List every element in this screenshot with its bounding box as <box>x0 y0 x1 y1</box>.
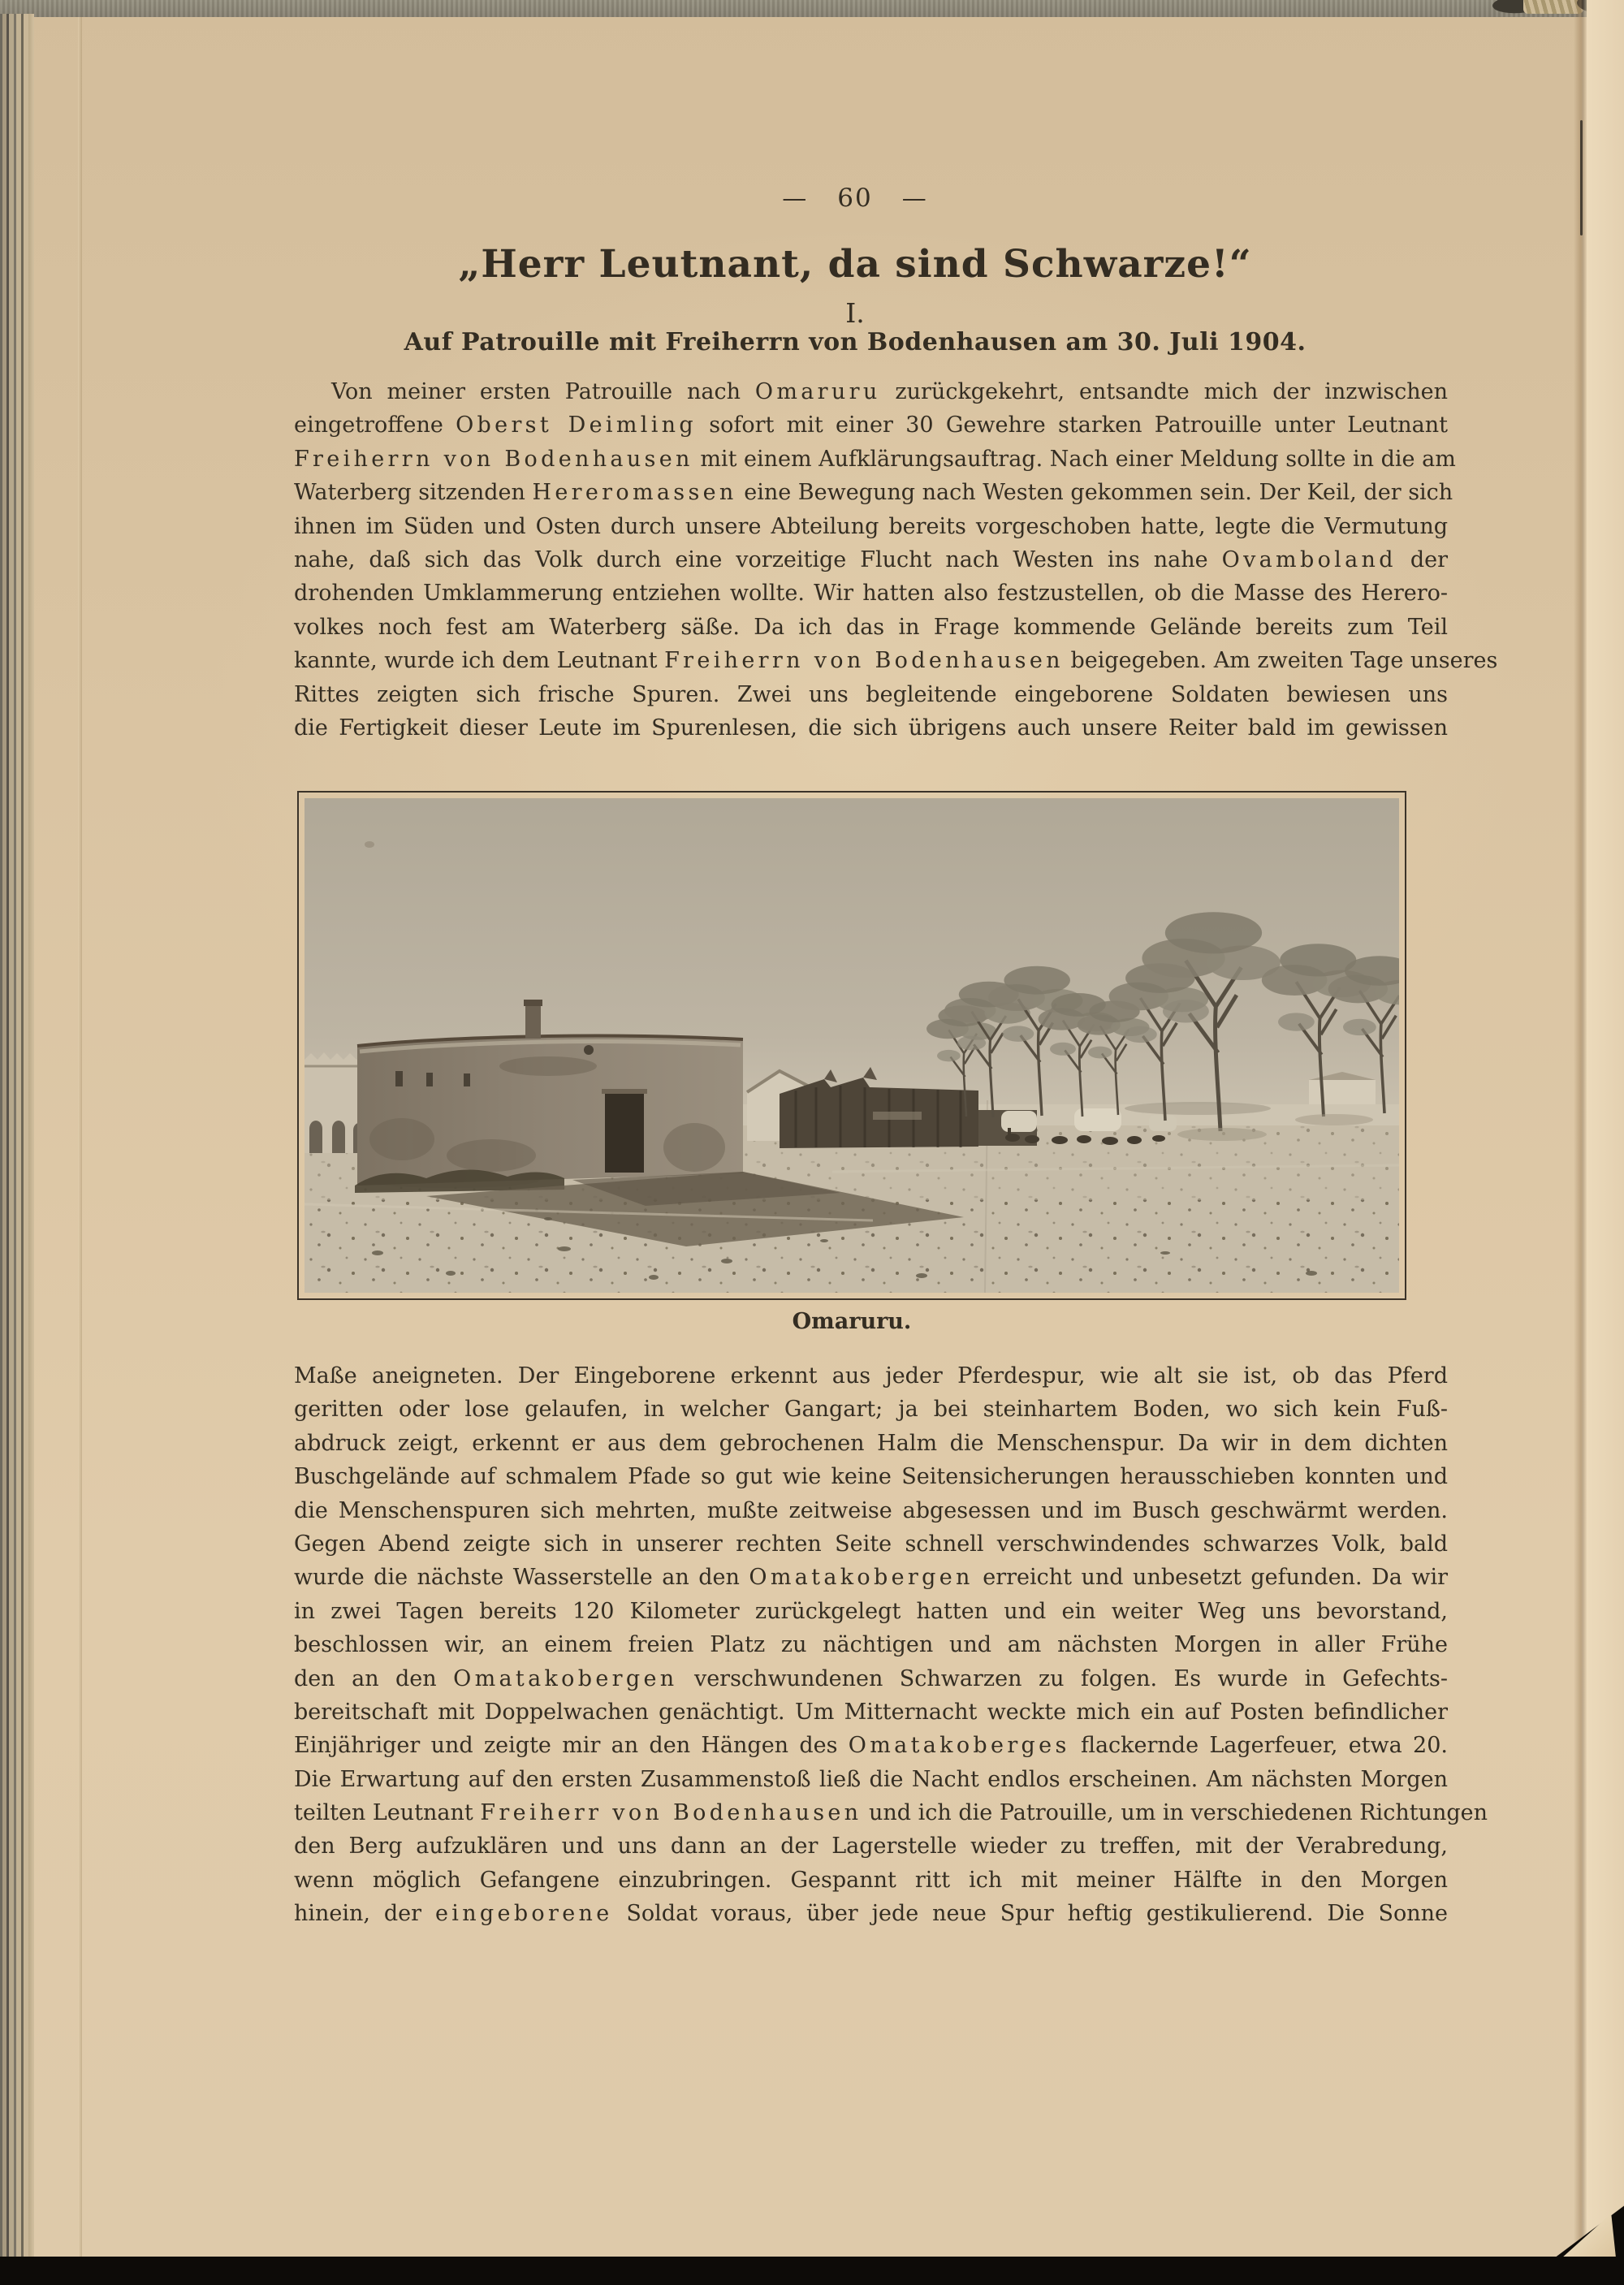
text-line: ihnen im Süden und Osten durch unsere Abteilung bereits vorgeschoben hatte, legte die Vermutung <box>294 513 1448 539</box>
section-subtitle: Auf Patrouille mit Freiherrn von Bodenhausen am 30. Juli 1904. <box>404 328 1307 356</box>
text-line: den Berg aufzuklären und uns dann an der Lagerstelle wieder zu treffen, mit der Verabredung, <box>294 1834 1448 1860</box>
page-edges-left <box>0 14 34 2260</box>
text-line: hinein, der eingeborene Soldat voraus, über jede neue Spur heftig gestikulierend. Die Sonne <box>294 1901 1448 1927</box>
book-binding-top <box>0 0 1624 17</box>
fold-crack-mark <box>1580 120 1583 235</box>
text-line: beschlossen wir, an einem freien Platz zu nächtigen und am nächsten Morgen in aller Frühe <box>294 1632 1448 1658</box>
text-line: den an den Omatakobergen verschwundenen Schwarzen zu folgen. Es wurde in Gefechts- <box>294 1665 1448 1691</box>
dash-left: — <box>782 184 809 213</box>
text-line: die Fertigkeit dieser Leute im Spurenlesen, die sich übrigens auch unsere Reiter bald im gewissen <box>294 715 1448 741</box>
omaruru-photo-illustration <box>304 798 1399 1293</box>
text-line: die Menschenspuren sich mehrten, mußte zeitweise abgesessen und im Busch geschwärmt werden. <box>294 1497 1448 1523</box>
scan-background-bottom <box>0 2257 1624 2285</box>
page-edge-line <box>78 17 82 2258</box>
section-numeral: I. <box>845 297 865 329</box>
text-line: Buschgelände auf schmalem Pfade so gut wie keine Seitensicherungen herausschieben konnten und <box>294 1464 1448 1490</box>
body-paragraph-1 <box>294 375 1498 745</box>
text-line: Rittes zeigten sich frische Spuren. Zwei uns begleitende eingeborene Soldaten bewiesen uns <box>294 681 1448 707</box>
text-line: Gegen Abend zeigte sich in unserer rechten Seite schnell verschwindendes schwarzes Volk, bald <box>294 1531 1448 1557</box>
text-line: kannte, wurde ich dem Leutnant Freiherrn von Bodenhausen beigegeben. Am zweiten Tage unseres <box>294 648 1498 674</box>
text-line: teilten Leutnant Freiherr von Bodenhausen und ich die Patrouille, um in verschiedenen Richtungen <box>294 1800 1488 1826</box>
text-line: Freiherrn von Bodenhausen mit einem Aufklärungsauftrag. Nach einer Meldung sollte in die am <box>294 446 1456 472</box>
figure-omaruru <box>297 791 1406 1300</box>
text-line: Von meiner ersten Patrouille nach Omaruru zurückgekehrt, entsandte mich der inzwischen <box>331 379 1448 404</box>
text-line: eingetroffene Oberst Deimling sofort mit einer 30 Gewehre starken Patrouille unter Leutnant <box>294 413 1449 438</box>
text-line: bereitschaft mit Doppelwachen genächtigt. Um Mitternacht weckte mich ein auf Posten befindlicher <box>294 1699 1448 1725</box>
text-line: Die Erwartung auf den ersten Zusammenstoß ließ die Nacht endlos erscheinen. Am nächsten Morgen <box>294 1766 1448 1792</box>
body-paragraph-2 <box>294 1359 1488 1931</box>
text-line: Einjähriger und zeigte mir an den Hängen des Omatakoberges flackernde Lagerfeuer, etwa 20. <box>294 1733 1448 1759</box>
text-line: geritten oder lose gelaufen, in welcher Gangart; ja bei steinhartem Boden, wo sich kein Fuß- <box>294 1397 1448 1423</box>
text-line: Maße aneigneten. Der Eingeborene erkennt aus jeder Pferdespur, wie alt sie ist, ob das Pferd <box>294 1363 1448 1389</box>
adjacent-page-edge <box>1587 0 1624 2285</box>
text-line: drohenden Umklammerung entziehen wollte. Wir hatten also festzustellen, ob die Masse des Herero- <box>294 581 1448 607</box>
text-line: abdruck zeigt, erkennt er aus dem gebrochenen Halm die Menschenspur. Da wir in dem dichten <box>294 1430 1448 1456</box>
text-line: in zwei Tagen bereits 120 Kilometer zurückgelegt hatten und ein weiter Weg uns bevorstand, <box>294 1598 1448 1624</box>
page-number: 60 <box>837 184 873 213</box>
figure-caption: Omaruru. <box>792 1309 912 1334</box>
text-line: volkes noch fest am Waterberg säße. Da ich das in Frage kommende Gelände bereits zum Teil <box>294 614 1448 640</box>
text-line: wurde die nächste Wasserstelle an den Omatakobergen erreicht und unbesetzt gefunden. Da wir <box>294 1565 1448 1591</box>
text-line: Waterberg sitzenden Hereromassen eine Bewegung nach Westen gekommen sein. Der Keil, der sich <box>294 480 1453 506</box>
page-fold-right <box>1574 0 1587 2285</box>
page-number-line <box>295 184 1415 213</box>
dash-right: — <box>901 184 928 213</box>
article-title: „Herr Leutnant, da sind Schwarze!“ <box>458 242 1252 287</box>
text-line: nahe, daß sich das Volk durch eine vorzeitige Flucht nach Westen ins nahe Ovamboland der <box>294 546 1448 572</box>
text-line: wenn möglich Gefangene einzubringen. Gespannt ritt ich mit meiner Hälfte in den Morgen <box>294 1867 1448 1893</box>
